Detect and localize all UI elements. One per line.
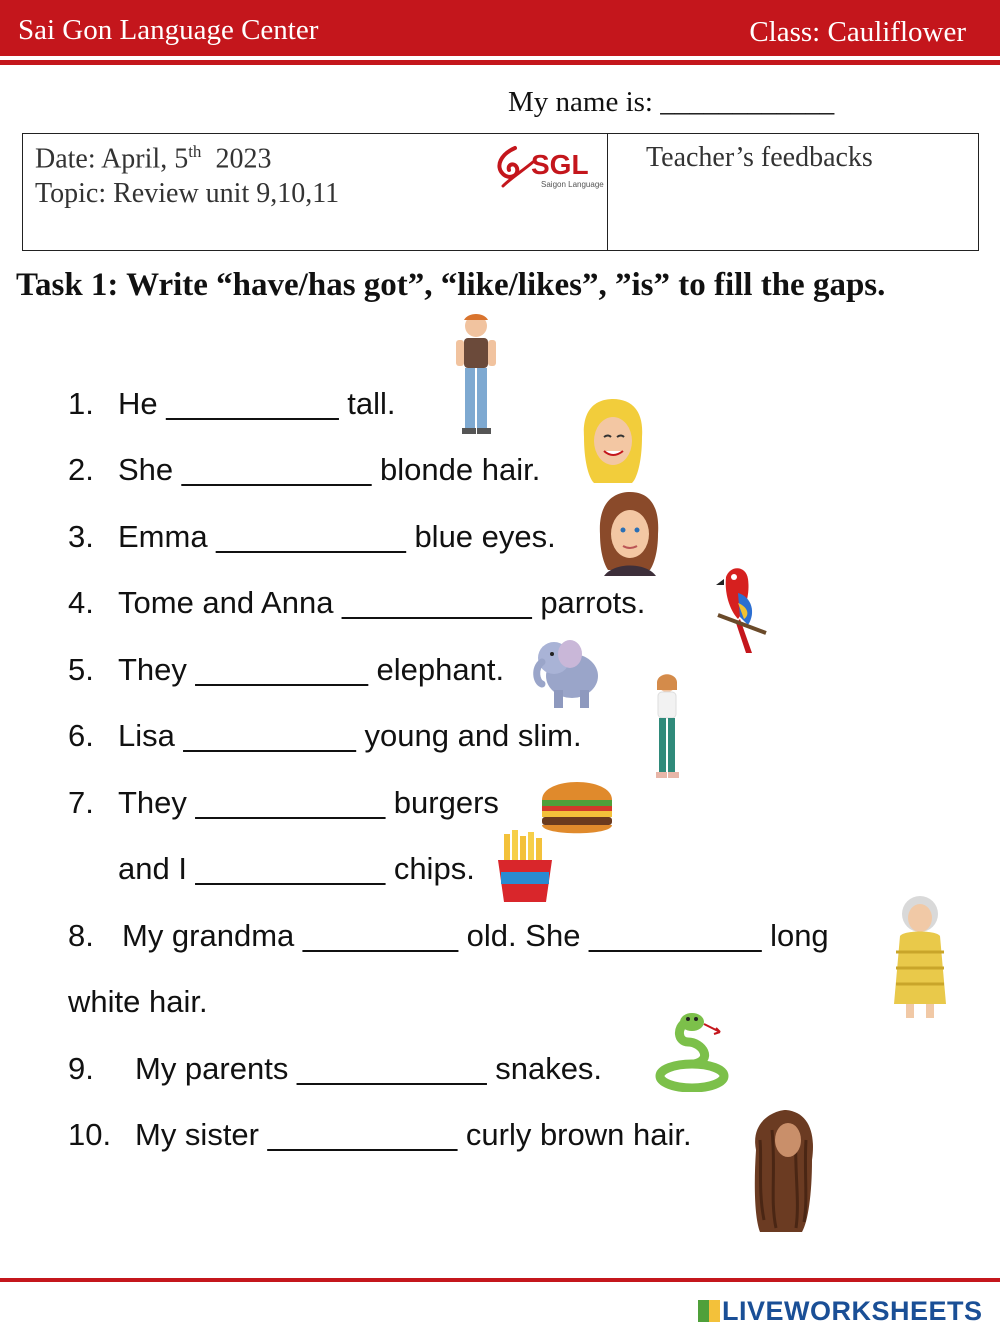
parrot-icon <box>704 563 774 657</box>
lesson-info-box <box>22 133 608 251</box>
woman-face-icon <box>594 490 664 578</box>
exercise-item-3[interactable]: 3. Emma ___________ blue eyes. <box>68 519 556 554</box>
exercise-item-8[interactable]: 8. My grandma _________ old. She __________ long <box>68 918 829 953</box>
header-divider <box>0 60 1000 65</box>
exercise-item-7-continued[interactable]: and I ___________ chips. <box>118 851 475 886</box>
grandma-icon <box>886 892 954 1020</box>
exercise-item-9[interactable]: 9. My parents ___________ snakes. <box>68 1051 603 1086</box>
header-bar <box>0 0 1000 56</box>
exercise-item-6[interactable]: 6. Lisa __________ young and slim. <box>68 718 582 753</box>
student-name-field[interactable]: My name is: ____________ <box>508 86 835 118</box>
exercise-item-2[interactable]: 2. She ___________ blonde hair. <box>68 452 541 487</box>
burger-icon <box>538 768 616 838</box>
exercise-item-7[interactable]: 7. They ___________ burgers <box>68 785 499 820</box>
chips-icon <box>494 830 556 904</box>
liveworksheets-badge-icon <box>698 1300 720 1322</box>
elephant-icon <box>530 632 606 712</box>
tall-boy-icon <box>444 312 506 436</box>
school-name: Sai Gon Language Center <box>18 14 319 46</box>
lesson-topic: Topic: Review unit 9,10,11 <box>35 178 340 209</box>
exercise-item-8-continued[interactable]: white hair. <box>68 984 208 1019</box>
svg-text:Saigon Language: Saigon Language <box>541 180 604 189</box>
exercise-item-4[interactable]: 4. Tome and Anna ___________ parrots. <box>68 585 646 620</box>
teacher-feedback-box <box>606 133 979 251</box>
liveworksheets-logo: LIVEWORKSHEETS <box>698 1296 983 1327</box>
exercise-item-1[interactable]: 1. He __________ tall. <box>68 386 396 421</box>
blonde-woman-icon <box>578 397 648 485</box>
exercise-item-5[interactable]: 5. They __________ elephant. <box>68 652 505 687</box>
class-name: Class: Cauliflower <box>749 16 966 48</box>
snake-icon <box>654 1010 734 1092</box>
feedback-title: Teacher’s feedbacks <box>646 142 873 173</box>
lesson-date: Date: April, 5th 2023 <box>35 142 272 175</box>
footer-divider <box>0 1278 1000 1282</box>
exercise-item-10[interactable]: 10. My sister ___________ curly brown hair. <box>68 1117 692 1152</box>
task-title: Task 1: Write “have/has got”, “like/likes”, ”is” to fill the gaps. <box>16 267 886 303</box>
slim-girl-icon <box>644 672 690 784</box>
curly-hair-icon <box>746 1110 818 1234</box>
svg-text:SGL: SGL <box>531 149 589 180</box>
sgl-logo-icon <box>493 142 609 194</box>
